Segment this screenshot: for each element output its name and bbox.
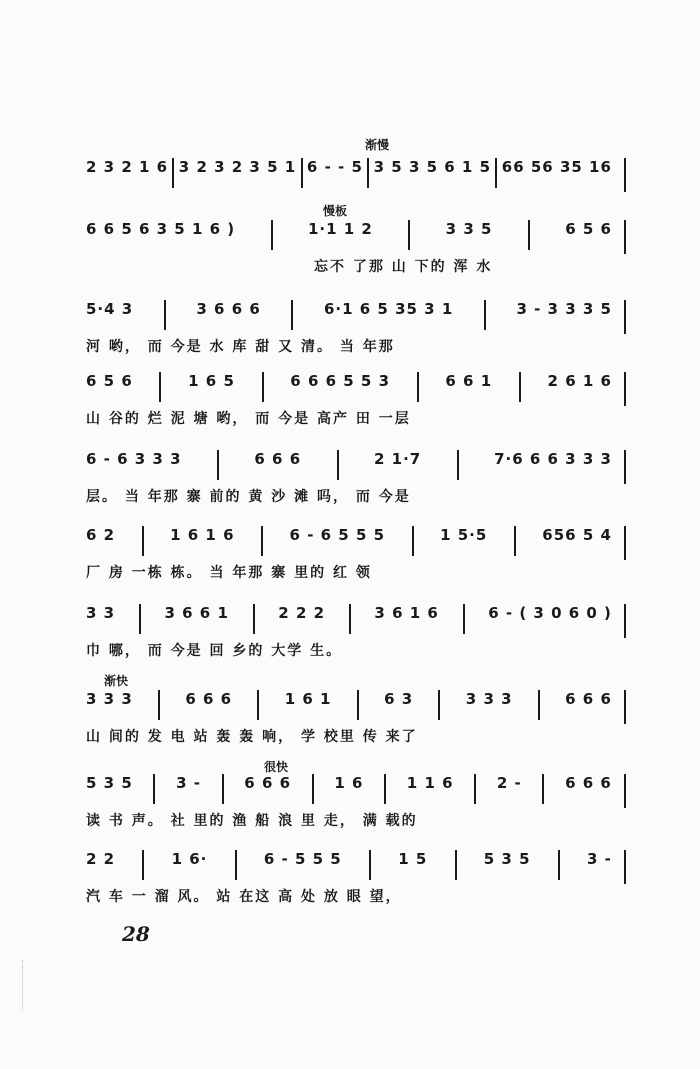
system-end-barline: [624, 850, 626, 884]
measure: 656 5 4: [542, 526, 612, 544]
barline: [463, 604, 465, 634]
score-system: [86, 526, 626, 586]
notation-line: [86, 774, 626, 804]
notation-line: [86, 850, 626, 880]
measure: 7·6 6 6 3 3 3: [494, 450, 612, 468]
lyrics-line: 读 书 声。 社 里的 渔 船 浪 里 走， 满 载的: [86, 813, 418, 829]
tempo-mark-man-ban: 慢板: [323, 204, 348, 218]
barline: [474, 774, 476, 804]
barline: [257, 690, 259, 720]
lyrics-line: 巾 哪， 而 今是 回 乡的 大学 生。: [86, 643, 343, 659]
notation-line: [86, 450, 626, 480]
barline: [262, 372, 264, 402]
system-end-barline: [624, 158, 626, 192]
system-end-barline: [624, 450, 626, 484]
barline: [369, 850, 371, 880]
barline: [337, 450, 339, 480]
barline: [172, 158, 174, 188]
measure: 6 - ( 3 0 6 0 ): [488, 604, 612, 622]
measure: 6 - - 5: [306, 158, 363, 176]
system-end-barline: [624, 220, 626, 254]
lyrics-line: 厂 房 一栋 栋。 当 年那 寨 里的 红 领: [86, 565, 372, 581]
lyrics-line: 山 谷的 烂 泥 塘 哟， 而 今是 高产 田 一层: [86, 411, 411, 427]
score-system: [86, 690, 626, 750]
barline: [142, 850, 144, 880]
barline: [158, 690, 160, 720]
barline: [558, 850, 560, 880]
barline: [438, 690, 440, 720]
measure: 6 - 5 5 5: [263, 850, 342, 868]
system-end-barline: [624, 690, 626, 724]
measure: 6 - 6 3 3 3: [86, 450, 182, 468]
measure: 3 3 5: [445, 220, 493, 238]
measure: 3 2 3 2 3 5 1: [178, 158, 297, 176]
barline: [271, 220, 273, 250]
lyrics-line: 山 间的 发 电 站 轰 轰 响， 学 校里 传 来了: [86, 729, 418, 745]
measure: 3 5 3 5 6 1 5: [373, 158, 492, 176]
barline: [542, 774, 544, 804]
barline: [261, 526, 263, 556]
measure: 2 -: [496, 774, 522, 792]
barline: [457, 450, 459, 480]
lyrics-line: 河 哟， 而 今是 水 库 甜 又 清。 当 年那: [86, 339, 395, 355]
lyrics-line: 层。 当 年那 寨 前的 黄 沙 滩 吗， 而 今是: [86, 489, 411, 505]
barline: [528, 220, 530, 250]
barline: [142, 526, 144, 556]
measure: 2 2 2: [278, 604, 326, 622]
barline: [139, 604, 141, 634]
measure: 6 5 6: [86, 372, 133, 390]
barline: [519, 372, 521, 402]
barline: [514, 526, 516, 556]
measure: 1 6 1: [284, 690, 332, 708]
notation-line: [86, 690, 626, 720]
measure: 3 3 3: [86, 690, 133, 708]
measure: 3 -: [176, 774, 201, 792]
barline: [291, 300, 293, 330]
measure: 5 3 5: [86, 774, 133, 792]
tempo-mark-hen-kuai: 很快: [264, 760, 289, 774]
notation-line: [86, 220, 626, 250]
measure: 3 3: [86, 604, 116, 622]
barline: [412, 526, 414, 556]
notation-line: [86, 300, 626, 330]
measure: 6 6 5 6 3 5 1 6 ): [86, 220, 236, 238]
measure: 1 1 6: [406, 774, 454, 792]
score-system: [86, 300, 626, 360]
score-system: [86, 450, 626, 510]
measure: 3 6 1 6: [374, 604, 439, 622]
measure: 3 - 3 3 3 5: [516, 300, 612, 318]
barline: [301, 158, 303, 188]
measure: 3 3 3: [465, 690, 513, 708]
measure: 2 3 2 1 6: [86, 158, 169, 176]
measure: 2 1·7: [373, 450, 422, 468]
barline: [357, 690, 359, 720]
barline: [367, 158, 369, 188]
measure: 1 5: [398, 850, 428, 868]
barline: [417, 372, 419, 402]
measure: 1 6·: [171, 850, 208, 868]
barline: [495, 158, 497, 188]
system-end-barline: [624, 526, 626, 560]
barline: [153, 774, 155, 804]
barline: [349, 604, 351, 634]
system-end-barline: [624, 604, 626, 638]
barline: [217, 450, 219, 480]
score-system: [86, 220, 626, 280]
barline: [222, 774, 224, 804]
barline: [384, 774, 386, 804]
notation-line: [86, 158, 626, 188]
system-end-barline: [624, 300, 626, 334]
barline: [408, 220, 410, 250]
notation-line: [86, 526, 626, 556]
notation-line: [86, 604, 626, 634]
measure: 2 2: [86, 850, 116, 868]
barline: [253, 604, 255, 634]
measure: 6 2: [86, 526, 116, 544]
margin-scan-mark: [22, 960, 24, 1010]
barline: [235, 850, 237, 880]
measure: 66 56 35 16: [501, 158, 612, 176]
barline: [164, 300, 166, 330]
measure: 1·1 1 2: [307, 220, 373, 238]
measure: 1 6: [334, 774, 364, 792]
system-end-barline: [624, 774, 626, 808]
score-system: [86, 850, 626, 910]
measure: 3 6 6 6: [196, 300, 261, 318]
lyrics-line: 汽 车 一 溜 风。 站 在这 高 处 放 眼 望，: [86, 889, 402, 905]
system-end-barline: [624, 372, 626, 406]
measure: 6 6 6 5 5 3: [290, 372, 391, 390]
tempo-mark-jian-kuai: 渐快: [104, 674, 129, 688]
measure: 6 5 6: [565, 220, 612, 238]
score-system: [86, 604, 626, 664]
measure: 6 6 6: [254, 450, 302, 468]
barline: [538, 690, 540, 720]
score-system: [86, 774, 626, 834]
measure: 2 6 1 6: [547, 372, 612, 390]
barline: [484, 300, 486, 330]
notation-line: [86, 372, 626, 402]
measure: 6 - 6 5 5 5: [289, 526, 386, 544]
measure: 6 3: [384, 690, 414, 708]
lyrics-line: 忘不 了那 山 下的 浑 水: [314, 259, 493, 275]
measure: 6 6 6: [565, 690, 612, 708]
page-number: 28: [122, 922, 150, 946]
measure: 3 -: [587, 850, 612, 868]
measure: 6 6 6: [244, 774, 292, 792]
barline: [159, 372, 161, 402]
measure: 1 5·5: [440, 526, 488, 544]
measure: 1 6 5: [188, 372, 235, 390]
measure: 5 3 5: [483, 850, 531, 868]
tempo-mark-jian-man: 渐慢: [365, 138, 390, 152]
measure: 6 6 6: [565, 774, 612, 792]
measure: 5·4 3: [86, 300, 134, 318]
measure: 1 6 1 6: [170, 526, 235, 544]
measure: 3 6 6 1: [164, 604, 229, 622]
score-system: [86, 158, 626, 218]
measure: 6 6 6: [185, 690, 233, 708]
barline: [455, 850, 457, 880]
score-system: [86, 372, 626, 432]
measure: 6 6 1: [445, 372, 493, 390]
measure: 6·1 6 5 35 3 1: [323, 300, 454, 318]
barline: [312, 774, 314, 804]
